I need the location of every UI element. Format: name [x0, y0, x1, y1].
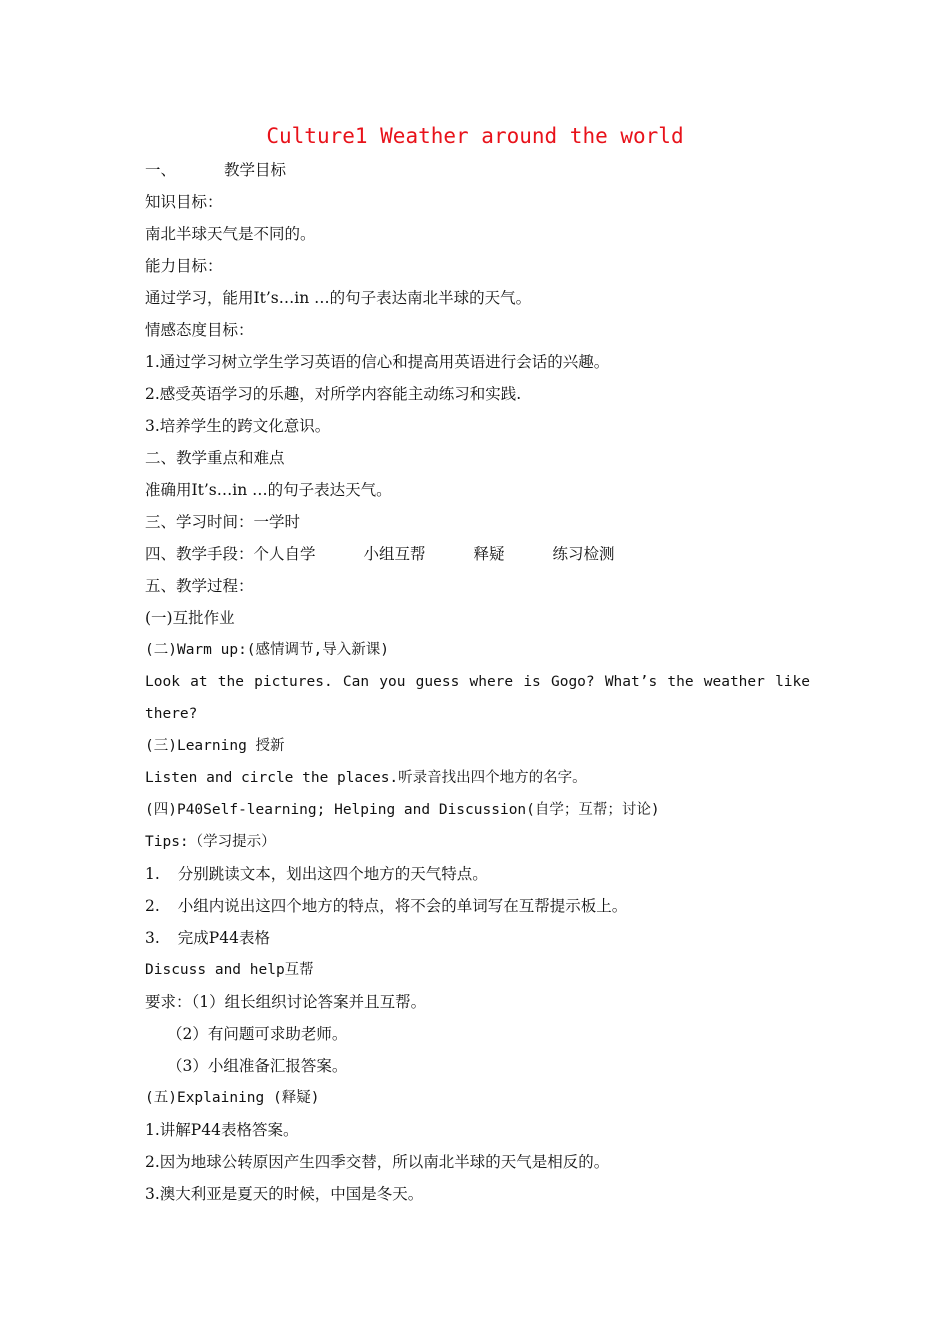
list-item [145, 922, 810, 954]
page-title: Culture1 Weather around the world [266, 124, 684, 148]
section-heading-4 [145, 538, 810, 570]
list-text: 完成P44表格 [177, 929, 270, 947]
document-body [145, 154, 810, 1210]
text-line: 南北半球天气是不同的。 [145, 225, 316, 243]
list-number: 3. [145, 929, 160, 947]
text-line: Listen and circle the places.听录音找出四个地方的名字。 [145, 770, 587, 786]
list-item: 2.感受英语学习的乐趣，对所学内容能主动练习和实践. [145, 385, 522, 403]
list-number: 1. [145, 865, 160, 883]
section-number: 一、 [145, 161, 177, 179]
list-item [145, 890, 810, 922]
method-item: 小组互帮 [363, 545, 426, 563]
subheading-attitude: 情感态度目标： [145, 321, 254, 339]
section-heading-3: 三、学习时间：一学时 [145, 513, 301, 531]
section-heading-2: 二、教学重点和难点 [145, 449, 285, 467]
section-heading-5: 五、教学过程： [145, 577, 254, 595]
list-number: 2. [145, 897, 160, 915]
method-item: 练习检测 [552, 545, 615, 563]
requirement-line: 要求：（1）组长组织讨论答案并且互帮。 [145, 993, 427, 1011]
methods-label: 四、教学手段：个人自学 [145, 545, 316, 563]
method-item: 释疑 [473, 545, 505, 563]
step-heading: (二)Warm up:(感情调节,导入新课) [145, 642, 389, 658]
requirement-line: （2）有问题可求助老师。 [167, 1025, 348, 1043]
text-line: there? [145, 706, 198, 722]
step-heading: (四)P40Self-learning; Helping and Discussion(自学；互帮；讨论) [145, 802, 660, 818]
subheading-ability: 能力目标： [145, 257, 223, 275]
section-heading-1 [145, 154, 810, 186]
text-line: 通过学习，能用It’s…in …的句子表达南北半球的天气。 [145, 289, 532, 307]
text-line: Tips:（学习提示） [145, 834, 276, 850]
list-text: 小组内说出这四个地方的特点，将不会的单词写在互帮提示板上。 [177, 897, 628, 915]
list-text: 分别跳读文本，划出这四个地方的天气特点。 [177, 865, 488, 883]
text-line: 准确用It’s…in …的句子表达天气。 [145, 481, 392, 499]
step-heading: (三)Learning 授新 [145, 738, 285, 754]
list-item: 1.通过学习树立学生学习英语的信心和提高用英语进行会话的兴趣。 [145, 353, 610, 371]
subheading-knowledge: 知识目标： [145, 193, 223, 211]
list-item: 3.培养学生的跨文化意识。 [145, 417, 331, 435]
list-item: 3.澳大利亚是夏天的时候，中国是冬天。 [145, 1185, 424, 1203]
text-line: Look at the pictures. Can you guess where is Gogo? What’s the weather like [145, 674, 810, 690]
list-item: 2.因为地球公转原因产生四季交替，所以南北半球的天气是相反的。 [145, 1153, 610, 1171]
section-title: 教学目标 [224, 161, 287, 179]
list-item [145, 858, 810, 890]
requirement-line: （3）小组准备汇报答案。 [167, 1057, 348, 1075]
text-line: Discuss and help互帮 [145, 962, 314, 978]
list-item: 1.讲解P44表格答案。 [145, 1121, 299, 1139]
step-heading: (五)Explaining (释疑) [145, 1090, 320, 1106]
step-heading: (一)互批作业 [145, 609, 235, 627]
